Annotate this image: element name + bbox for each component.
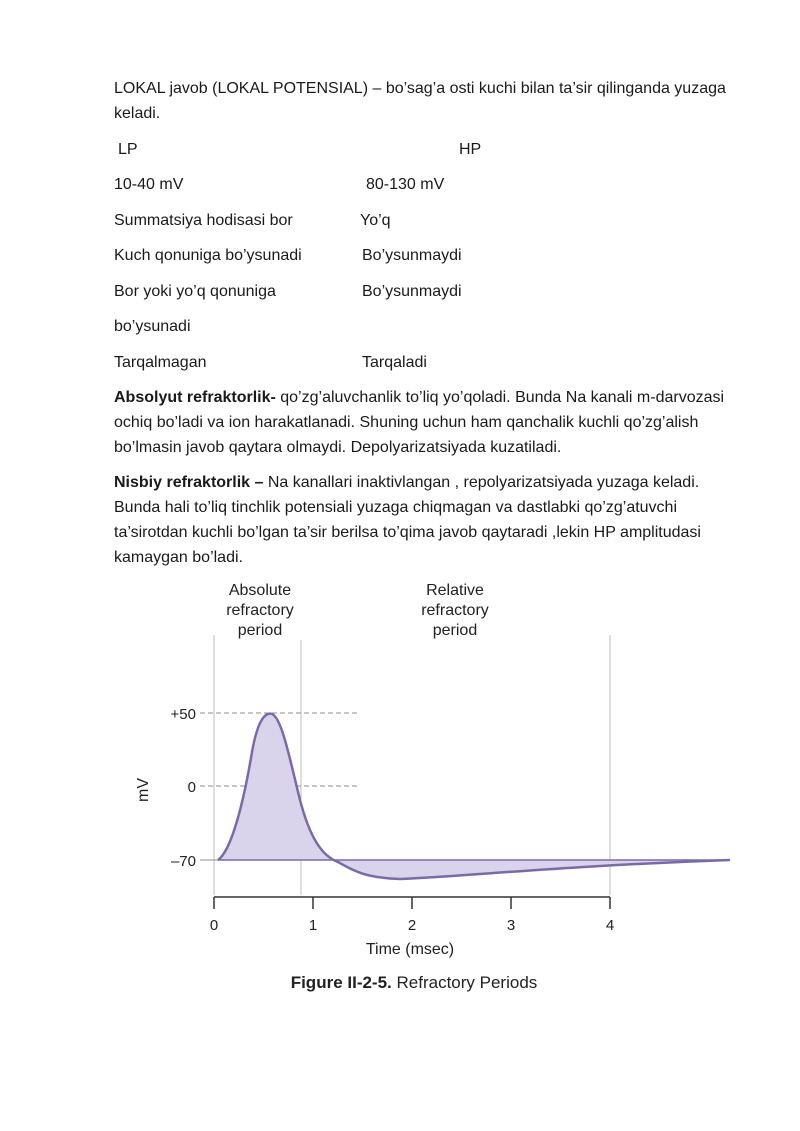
absolute-term: Absolyut refraktorlik- <box>114 389 276 406</box>
relative-label-line-2: refractory <box>421 602 489 619</box>
figure-caption <box>291 973 538 992</box>
row-4-hp: Bo’ysunmaydi <box>362 283 462 300</box>
row-1-lp: 10-40 mV <box>114 176 184 193</box>
header-hp: HP <box>459 141 482 158</box>
x-tick-4: 4 <box>605 917 615 934</box>
y-tick-minus70: –70 <box>170 853 196 870</box>
row-1-hp: 80-130 mV <box>366 176 445 193</box>
row-2-hp: Yo’q <box>360 212 391 229</box>
x-tick-1: 1 <box>308 917 318 934</box>
y-axis-label: mV <box>135 778 152 802</box>
row-3-hp: Bo’ysunmaydi <box>362 247 462 264</box>
row-3-lp: Kuch qonuniga bo’ysunadi <box>114 247 302 264</box>
relative-term: Nisbiy refraktorlik – <box>114 474 264 491</box>
x-tick-0: 0 <box>209 917 219 934</box>
row-4-lp: Bor yoki yo’q qonuniga <box>114 283 276 300</box>
row-6-hp: Tarqaladi <box>362 354 427 371</box>
action-potential-fill <box>218 714 730 879</box>
x-tick-2: 2 <box>407 917 417 934</box>
relative-label-line-3: period <box>432 622 478 639</box>
relative-label-line-1: Relative <box>426 582 484 599</box>
intro-paragraph: LOKAL javob (LOKAL POTENSIAL) – bo’sag’a osti kuchi bilan ta’sir qilinganda yuzaga keladi. <box>114 80 726 122</box>
y-tick-zero: 0 <box>187 779 196 796</box>
row-5-lp: bo’ysunadi <box>114 318 191 335</box>
x-axis-label: Time (msec) <box>365 941 455 958</box>
header-lp: LP <box>118 141 138 158</box>
x-tick-3: 3 <box>506 917 516 934</box>
y-tick-plus50: +50 <box>170 706 196 723</box>
figure-caption-number: Figure II-2-5. <box>290 973 392 992</box>
absolute-label-line-3: period <box>237 622 283 639</box>
figure-caption-title: Refractory Periods <box>391 973 538 992</box>
row-6-lp: Tarqalmagan <box>114 354 207 371</box>
absolute-text: qo’zg’aluvchanlik to’liq yo’qoladi. Bunda Na kanali m-darvozasi ochiq bo’ladi va ion harakatlanadi. Shuning uchun ham qanchalik kuchli qo’zg’alish bo’lmasin javob qaytara olmaydi. Depolyarizatsiyada kuzatiladi. <box>114 389 725 456</box>
row-2-lp: Summatsiya hodisasi bor <box>114 212 293 229</box>
absolute-label-line-1: Absolute <box>228 582 292 599</box>
relative-text: Na kanallari inaktivlangan , repolyarizatsiyada yuzaga keladi. Bunda hali to’liq tinchlik potensiali yuzaga chiqmagan va dastlabki qo’zg’atuvchi ta’sirotdan kuchli bo’lgan ta’sir berilsa to’qima javob qaytaradi ,lekin HP amplitudasi kamaygan bo’ladi. <box>114 474 701 566</box>
absolute-label-line-2: refractory <box>226 602 294 619</box>
